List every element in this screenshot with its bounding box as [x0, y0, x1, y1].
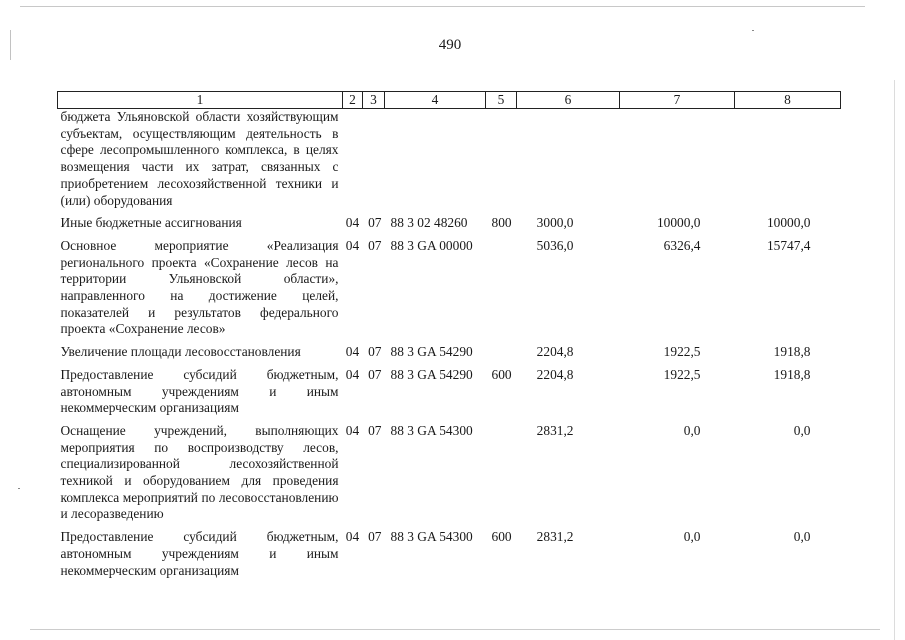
- table-row: [58, 338, 841, 361]
- subsection-code: 07: [368, 529, 382, 545]
- amount-col-7: 6326,4: [663, 237, 701, 253]
- expense-type-code: [486, 417, 517, 523]
- row-description: Основное мероприятие «Реализация регионального проекта «Сохранение лесов на территории Ульяновской области», направленного на достижение целей, показателей и результатов федерального проекта «Сохранение лесов»: [60, 237, 339, 337]
- amount-col-8: 15747,4: [766, 237, 811, 253]
- row-description: Оснащение учреждений, выполняющих мероприятия по воспроизводству лесов, специализированной лесохозяйственной техникой и оборудованием для проведения комплекса мероприятий по лесовосстановлению и лесоразведению: [60, 422, 339, 522]
- subsection-code: 07: [368, 237, 382, 253]
- target-article-code: 88 3 GA 00000: [390, 237, 473, 253]
- amount-col-6: 2204,8: [536, 344, 574, 360]
- column-header: 2: [343, 92, 363, 109]
- amount-col-7: 1922,5: [663, 366, 701, 382]
- row-description: Предоставление субсидий бюджетным, автономным учреждениям и иным некоммерческим организациям: [60, 366, 339, 416]
- table-row: [58, 417, 841, 523]
- expense-type-code: 600: [491, 366, 512, 382]
- amount-col-8: 10000,0: [766, 215, 811, 231]
- target-article-code: 88 3 GA 54300: [390, 422, 473, 438]
- column-header: 7: [620, 92, 735, 109]
- scan-speck: [752, 30, 754, 31]
- amount-col-8: 0,0: [793, 422, 811, 438]
- amount-col-6: 2831,2: [536, 422, 574, 438]
- amount-col-7: 0,0: [683, 422, 701, 438]
- table-body: [58, 109, 841, 580]
- section-code: 04: [345, 344, 360, 360]
- expense-type-code: [486, 109, 517, 210]
- amount-col-6: 5036,0: [536, 237, 574, 253]
- amount-col-8: [735, 109, 841, 210]
- amount-col-8: 1918,8: [773, 366, 811, 382]
- subsection-code: 07: [368, 366, 382, 382]
- table-row: [58, 523, 841, 579]
- row-description: Увеличение площади лесовосстановления: [60, 344, 301, 360]
- section-code: 04: [345, 237, 360, 253]
- section-code: 04: [345, 215, 360, 231]
- expense-type-code: 600: [491, 529, 512, 545]
- row-description: бюджета Ульяновской области хозяйствующим субъектам, осуществляющим деятельность в сфере лесопромышленного комплекса, в целях возмещения части их затрат, связанных с приобретением лесохозяйственной техники и (или) оборудования: [60, 109, 339, 208]
- amount-col-6: 3000,0: [536, 215, 574, 231]
- row-description: Иные бюджетные ассигнования: [60, 215, 242, 231]
- amount-col-7: 10000,0: [656, 215, 701, 231]
- scan-speck: [18, 488, 20, 489]
- column-header: 3: [363, 92, 385, 109]
- scan-edge-right: [894, 80, 895, 640]
- page-number: 490: [438, 37, 462, 53]
- column-header: 1: [58, 92, 343, 109]
- column-header: 4: [385, 92, 486, 109]
- expense-type-code: [486, 338, 517, 361]
- table-row: [58, 232, 841, 338]
- amount-col-8: 0,0: [793, 529, 811, 545]
- column-header: 5: [486, 92, 517, 109]
- target-article-code: 88 3 GA 54300: [390, 529, 473, 545]
- section-code: [343, 109, 363, 210]
- table-row: [58, 109, 841, 210]
- expense-type-code: 800: [491, 215, 512, 231]
- column-header: 6: [517, 92, 620, 109]
- table-header-row: [58, 92, 841, 109]
- amount-col-7: 0,0: [683, 529, 701, 545]
- section-code: 04: [345, 422, 360, 438]
- table-row: [58, 361, 841, 417]
- expense-type-code: [486, 232, 517, 338]
- subsection-code: 07: [368, 422, 382, 438]
- scan-edge-top: [20, 6, 865, 7]
- target-article-code: 88 3 GA 54290: [390, 344, 473, 360]
- amount-col-6: 2204,8: [536, 366, 574, 382]
- target-article-code: 88 3 02 48260: [390, 215, 468, 231]
- subsection-code: 07: [368, 344, 382, 360]
- table-row: [58, 209, 841, 232]
- column-header: 8: [735, 92, 841, 109]
- scan-edge-bottom: [30, 629, 880, 630]
- row-description: Предоставление субсидий бюджетным, автономным учреждениям и иным некоммерческим организациям: [60, 529, 339, 578]
- subsection-code: 07: [368, 215, 382, 231]
- target-article-code: 88 3 GA 54290: [390, 366, 473, 382]
- budget-table: [57, 91, 841, 579]
- amount-col-8: 1918,8: [773, 344, 811, 360]
- amount-col-6: [517, 109, 620, 210]
- amount-col-7: [620, 109, 735, 210]
- target-article-code: [385, 109, 486, 210]
- subsection-code: [363, 109, 385, 210]
- amount-col-7: 1922,5: [663, 344, 701, 360]
- section-code: 04: [345, 529, 360, 545]
- amount-col-6: 2831,2: [536, 529, 574, 545]
- section-code: 04: [345, 366, 360, 382]
